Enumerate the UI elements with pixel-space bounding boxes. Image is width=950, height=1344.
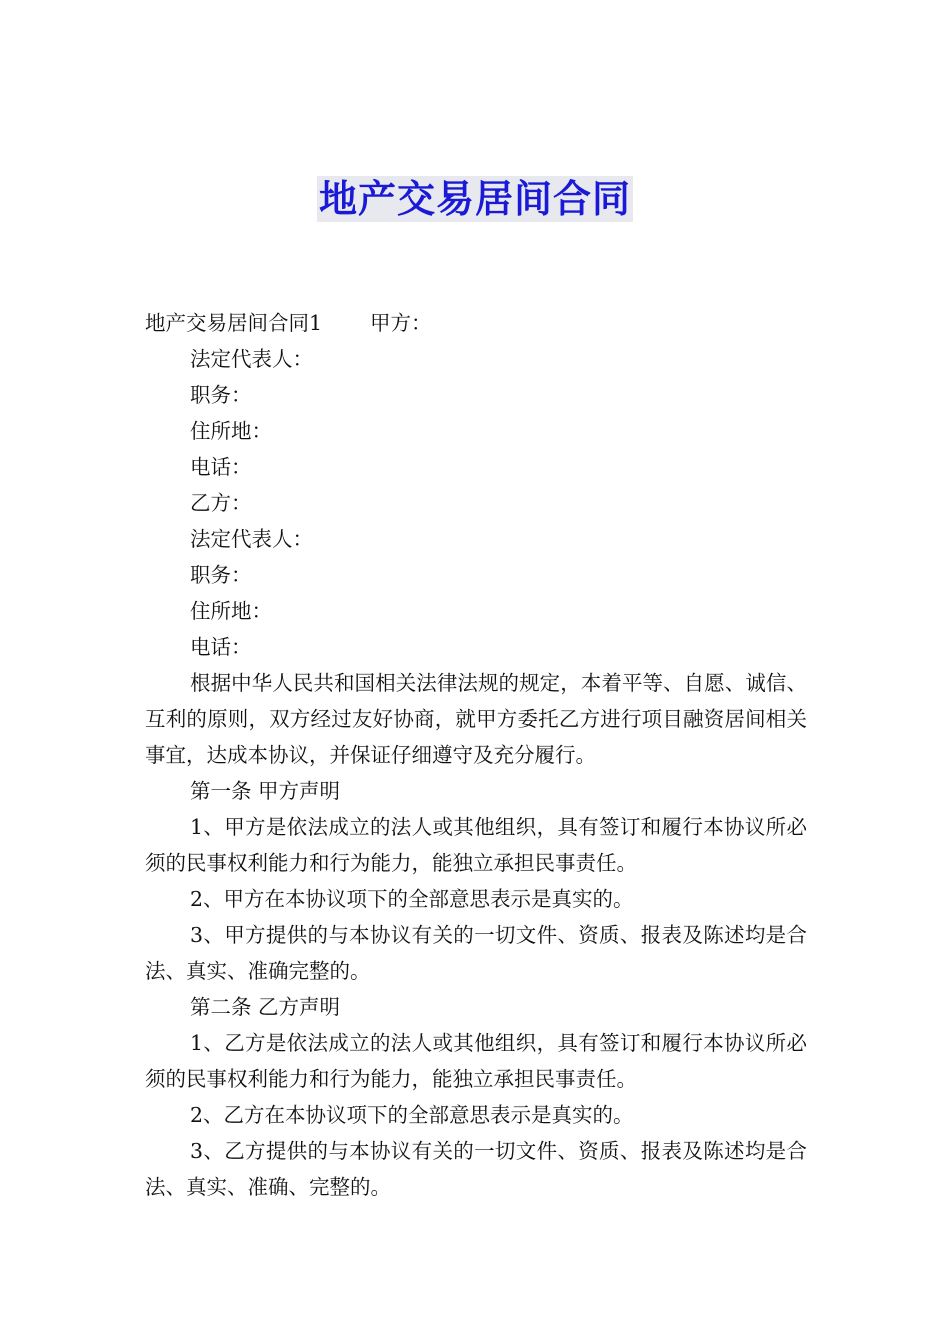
intro-line: [145, 305, 807, 341]
preamble-paragraph: 根据中华人民共和国相关法律法规的规定，本着平等、自愿、诚信、互利的原则，双方经过友好协商，就甲方委托乙方进行项目融资居间相关事宜，达成本协议，并保证仔细遵守及充分履行。: [145, 671, 807, 767]
party-b-address: 住所地：: [190, 599, 272, 623]
document-title: 地产交易居间合同: [318, 177, 631, 221]
party-a-position: 职务：: [190, 383, 252, 407]
article-2-heading: 第二条 乙方声明: [190, 995, 341, 1019]
title-wrapper: [0, 176, 950, 222]
party-b-phone: 电话：: [190, 635, 252, 659]
article-1-clause-1: 1、甲方是依法成立的法人或其他组织，具有签订和履行本协议所必须的民事权利能力和行为能力，能独立承担民事责任。: [145, 815, 807, 875]
party-a-label: 甲方：: [370, 311, 432, 335]
party-a-representative: 法定代表人：: [190, 347, 313, 371]
party-a-address: 住所地：: [190, 419, 272, 443]
article-1-clause-3: 3、甲方提供的与本协议有关的一切文件、资质、报表及陈述均是合法、真实、准确完整的。: [145, 923, 807, 983]
article-2-clause-2: 2、乙方在本协议项下的全部意思表示是真实的。: [190, 1103, 634, 1127]
contract-heading: 地产交易居间合同1: [145, 311, 323, 335]
party-b-position: 职务：: [190, 563, 252, 587]
document-body: [145, 305, 807, 1205]
article-1-clause-2: 2、甲方在本协议项下的全部意思表示是真实的。: [190, 887, 634, 911]
party-a-phone: 电话：: [190, 455, 252, 479]
party-b-representative: 法定代表人：: [190, 527, 313, 551]
article-1-heading: 第一条 甲方声明: [190, 779, 341, 803]
article-2-clause-3: 3、乙方提供的与本协议有关的一切文件、资质、报表及陈述均是合法、真实、准确、完整的。: [145, 1139, 807, 1199]
article-2-clause-1: 1、乙方是依法成立的法人或其他组织，具有签订和履行本协议所必须的民事权利能力和行为能力，能独立承担民事责任。: [145, 1031, 807, 1091]
party-b-label: 乙方：: [190, 491, 252, 515]
